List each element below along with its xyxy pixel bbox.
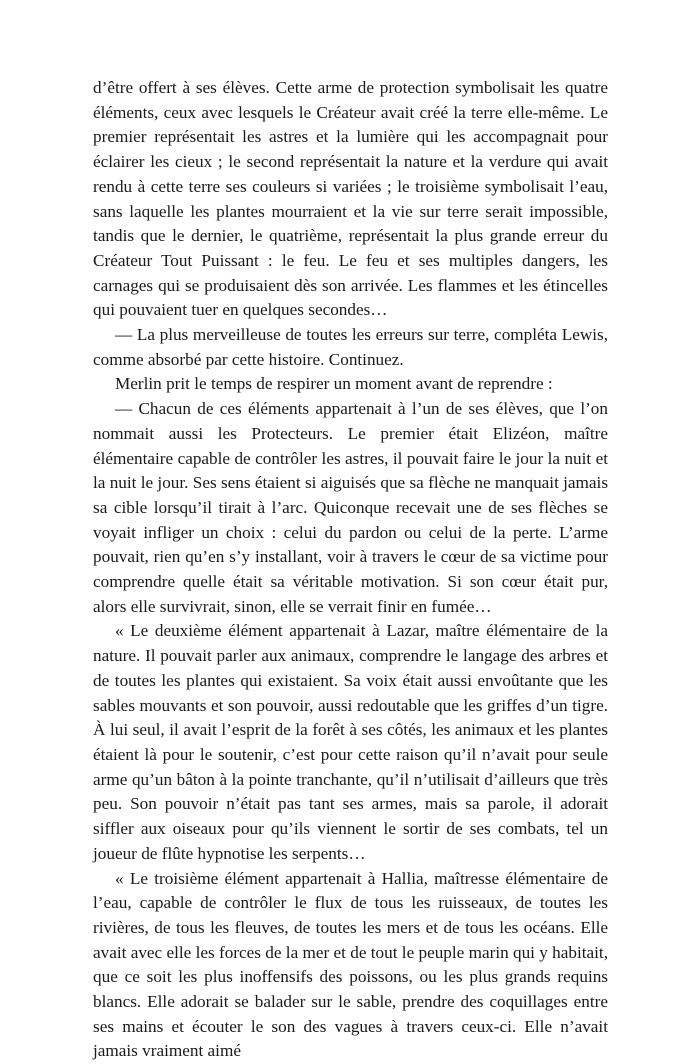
paragraph-6-hallia: « Le troisième élément appartenait à Hallia, maîtresse élémentaire de l’eau, capable de contrôler le flux de tous les ruisseaux, de toutes les rivières, de tous les fleuves, de toutes les mers et de tous les océans. Elle avait avec elle les forces de la mer et de tout le peuple marin qui y habitait, que ce soit les plus inoffensifs des poissons, ou les plus grands requins blancs. Elle adorait se balader sur le sable, prendre des coquillages entre ses mains et écouter le son des vagues à travers ceux-ci. Elle n’avait jamais vraiment aimé: [93, 867, 608, 1064]
paragraph-2-dialogue-lewis: — La plus merveilleuse de toutes les erreurs sur terre, compléta Lewis, comme absorbé par cette histoire. Continuez.: [93, 323, 608, 372]
body-text: [93, 76, 608, 1064]
paragraph-5-lazar: « Le deuxième élément appartenait à Lazar, maître élémentaire de la nature. Il pouvait parler aux animaux, comprendre le langage des arbres et de toutes les plantes qui existaient. Sa voix était aussi envoûtante que les sables mouvants et son pouvoir, aussi redoutable que les griffes d’un tigre. À lui seul, il avait l’esprit de la forêt à ses côtés, les animaux et les plantes étaient là pour le soutenir, c’est pour cette raison qu’il n’avait pour seule arme qu’un bâton à la pointe tranchante, qu’il n’utilisait d’ailleurs que très peu. Son pouvoir n’était pas tant ses armes, mais sa parole, il adorait siffler aux oiseaux pour qu’ils viennent le sortir de ses combats, tel un joueur de flûte hypnotise les serpents…: [93, 619, 608, 866]
paragraph-1: d’être offert à ses élèves. Cette arme de protection symbolisait les quatre éléments, ceux avec lesquels le Créateur avait créé la terre elle-même. Le premier représentait les astres et la lumière qui les accompagnait pour éclairer les cieux ; le second représentait la nature et la verdure qui avait rendu à cette terre ses couleurs si variées ; le troisième symbolisait l’eau, sans laquelle les plantes mourraient et la vie sur terre serait impossible, tandis que le dernier, le quatrième, représentait la plus grande erreur du Créateur Tout Puissant : le feu. Le feu et ses multiples dangers, les carnages qui se produisaient dès son arrivée. Les flammes et les étincelles qui pouvaient tuer en quelques secondes…: [93, 76, 608, 323]
paragraph-3-narration: Merlin prit le temps de respirer un moment avant de reprendre :: [93, 372, 608, 397]
paragraph-4-dialogue-merlin: — Chacun de ces éléments appartenait à l’un de ses élèves, que l’on nommait aussi les Protecteurs. Le premier était Elizéon, maître élémentaire capable de contrôler les astres, il pouvait faire le jour la nuit et la nuit le jour. Ses sens étaient si aiguisés que sa flèche ne manquait jamais sa cible lorsqu’il tirait à l’arc. Quiconque recevait une de ses flèches se voyait infliger un choix : celui du pardon ou celui de la perte. L’arme pouvait, rien qu’en s’y installant, voir à travers le cœur de sa victime pour comprendre quelle était sa véritable motivation. Si son cœur était pur, alors elle survivrait, sinon, elle se verrait finir en fumée…: [93, 397, 608, 619]
